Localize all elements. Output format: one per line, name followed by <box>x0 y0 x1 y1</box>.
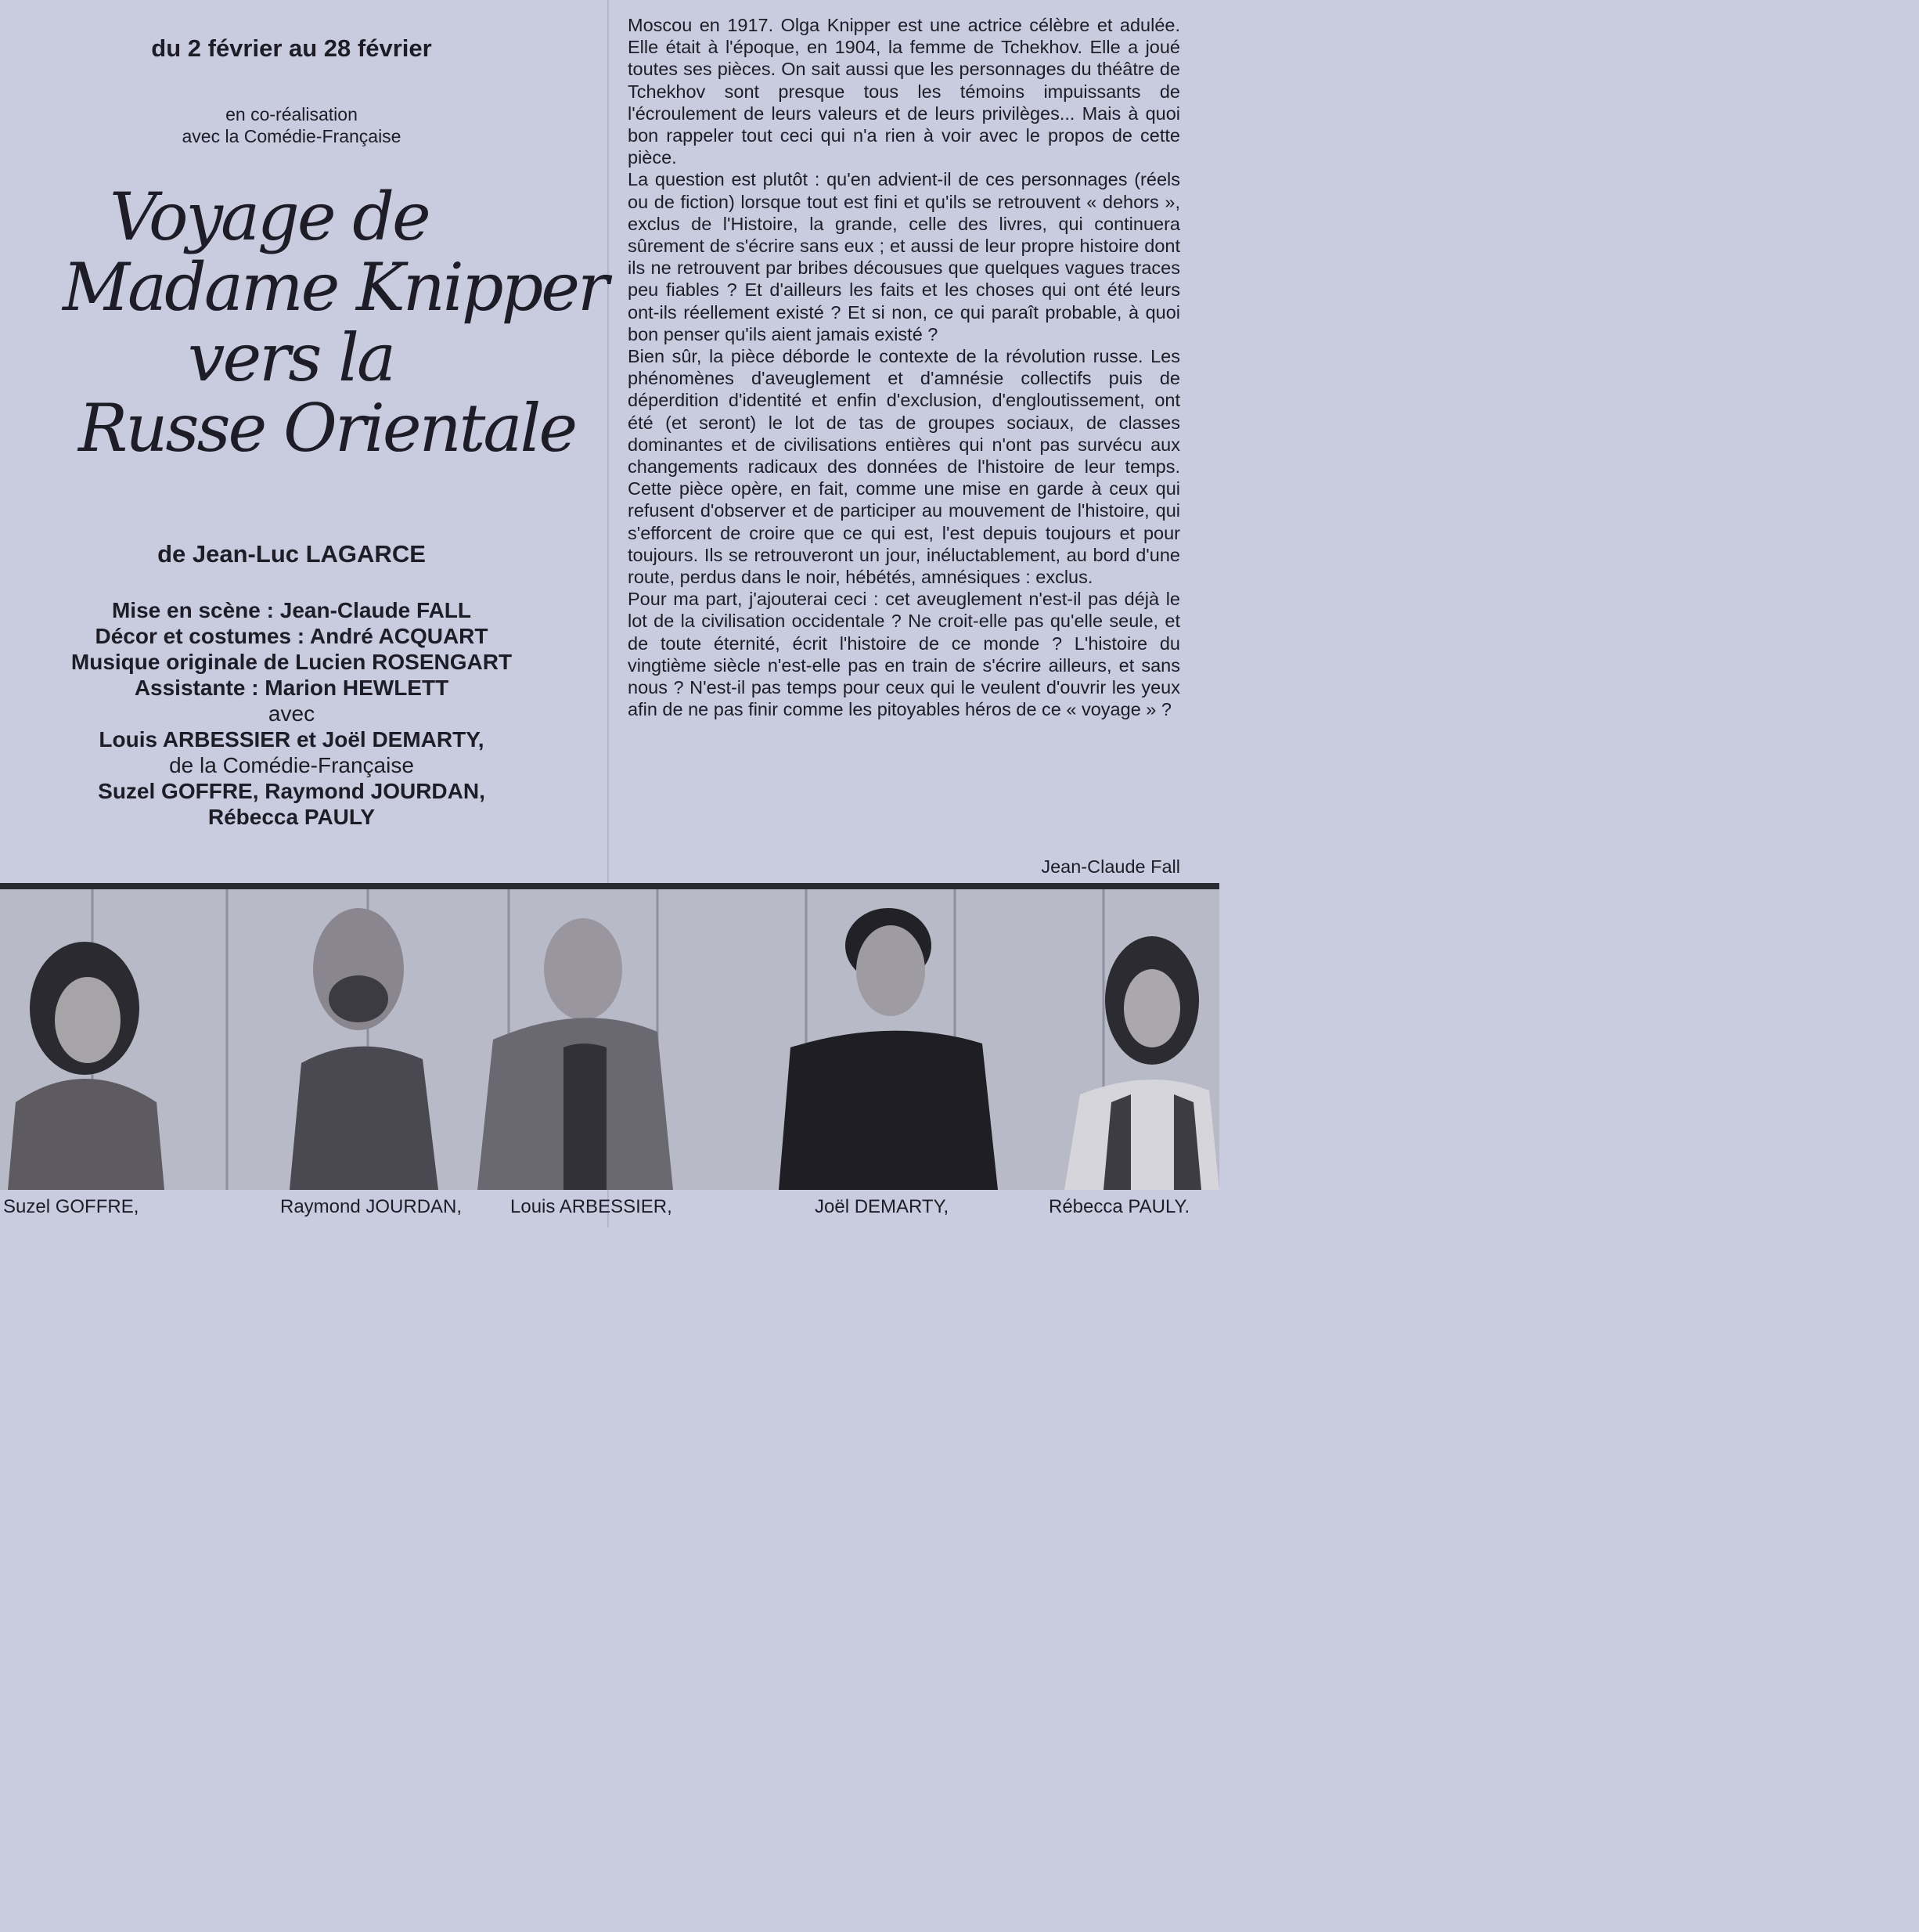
paragraph-4: Pour ma part, j'ajouterai ceci : cet aveuglement n'est-il pas déjà le lot de la civilisation occidentale ? Ne croit-elle pas qu'elle seule, et de toute éternité, écrit l'histoire de ce monde ? L'histoire du vingtième siècle n'est-elle pas en train de s'écrire ailleurs, et sans nous ? N'est-il pas temps pour ceux qui le veulent d'ouvrir les yeux afin de ne pas finir comme les pitoyables héros de ce « voyage » ? <box>628 589 1180 720</box>
left-panel <box>0 0 607 881</box>
author-line: de Jean-Luc LAGARCE <box>157 540 426 568</box>
cast-line-4: Rébecca PAULY <box>207 805 376 829</box>
title-line-3: vers la <box>188 319 394 396</box>
coproduction-note <box>0 103 583 147</box>
credit-direction: Mise en scène : Jean-Claude FALL <box>111 598 472 622</box>
caption-joel: Joël DEMARTY, <box>815 1196 949 1217</box>
cast-line-2: de la Comédie-Française <box>169 753 414 777</box>
title-line-4: Russe Orientale <box>78 390 576 467</box>
paragraph-2: La question est plutôt : qu'en advient-il de ces personnages (réels ou de fiction) lorsque tout est fini et qu'ils se retrouvent « dehors », exclus de l'Histoire, la grande, celle des livres, qui continuera sûrement de s'écrire sans eux ; et aussi de leur propre histoire dont ils ne retrouvent par bribes décousues que quelques vagues traces peu fiables ? Et d'ailleurs les faits et les choses qui ont été leurs ont-ils réellement existé ? Et si non, ce qui paraît probable, à quoi bon penser qu'ils aient jamais existé ? <box>628 169 1180 344</box>
credit-assistant: Assistante : Marion HEWLETT <box>134 676 449 700</box>
right-panel-text <box>628 14 1180 721</box>
paragraph-3: Bien sûr, la pièce déborde le contexte de la révolution russe. Les phénomènes d'aveuglement et d'amnésie collectifs puis de déperdition d'identité et enfin d'exclusion, d'engloutissement, ont été (et seront) le lot de tas de groupes sociaux, de classes dominantes et de civilisations entières qui n'ont pas survécu aux changements radicaux des données de l'histoire de leur temps. Cette pièce opère, en fait, comme une mise en garde à ceux qui refusent d'observer et de participer au mouvement de l'histoire, qui s'efforcent de croire que ce qui est, l'est depuis toujours et pour toujours. Ils se retrouveront un jour, inéluctablement, au bord d'une route, perdus dans le noir, hébétés, amnésiques : exclus. <box>628 346 1180 588</box>
caption-suzel: Suzel GOFFRE, <box>3 1196 139 1217</box>
title-line-1: Voyage de <box>110 178 429 255</box>
title-line-2: Madame Knipper <box>63 249 607 326</box>
cast-line-3: Suzel GOFFRE, Raymond JOURDAN, <box>98 779 485 803</box>
cast-line-1: Louis ARBESSIER et Joël DEMARTY, <box>99 727 484 752</box>
program-spread <box>0 0 1219 1227</box>
credit-set-costumes: Décor et costumes : André ACQUART <box>95 624 488 648</box>
cast-photo <box>0 883 1219 1190</box>
coproduction-line-1: en co-réalisation <box>225 104 358 124</box>
signature: Jean-Claude Fall <box>1041 856 1180 877</box>
caption-raymond: Raymond JOURDAN, <box>280 1196 463 1217</box>
credits-block <box>0 597 583 830</box>
performance-dates: du 2 février au 28 février <box>151 34 432 62</box>
caption-rebecca: Rébecca PAULY. <box>1049 1196 1190 1217</box>
coproduction-line-2: avec la Comédie-Française <box>182 126 401 146</box>
avec-label: avec <box>268 701 315 726</box>
play-title <box>63 178 607 467</box>
caption-louis: Louis ARBESSIER, <box>510 1196 672 1217</box>
credit-music: Musique originale de Lucien ROSENGART <box>70 650 513 674</box>
paragraph-1: Moscou en 1917. Olga Knipper est une actrice célèbre et adulée. Elle était à l'époque, en 1904, la femme de Tchekhov. Elle a joué toutes ses pièces. On sait aussi que les personnages du théâtre de Tchekhov sont presque tous les témoins impuissants de l'écroulement de leurs valeurs et de leurs privilèges... Mais à quoi bon rappeler tout ceci qui n'a rien à voir avec le propos de cette pièce. <box>628 15 1180 168</box>
photo-captions <box>0 1196 1219 1224</box>
